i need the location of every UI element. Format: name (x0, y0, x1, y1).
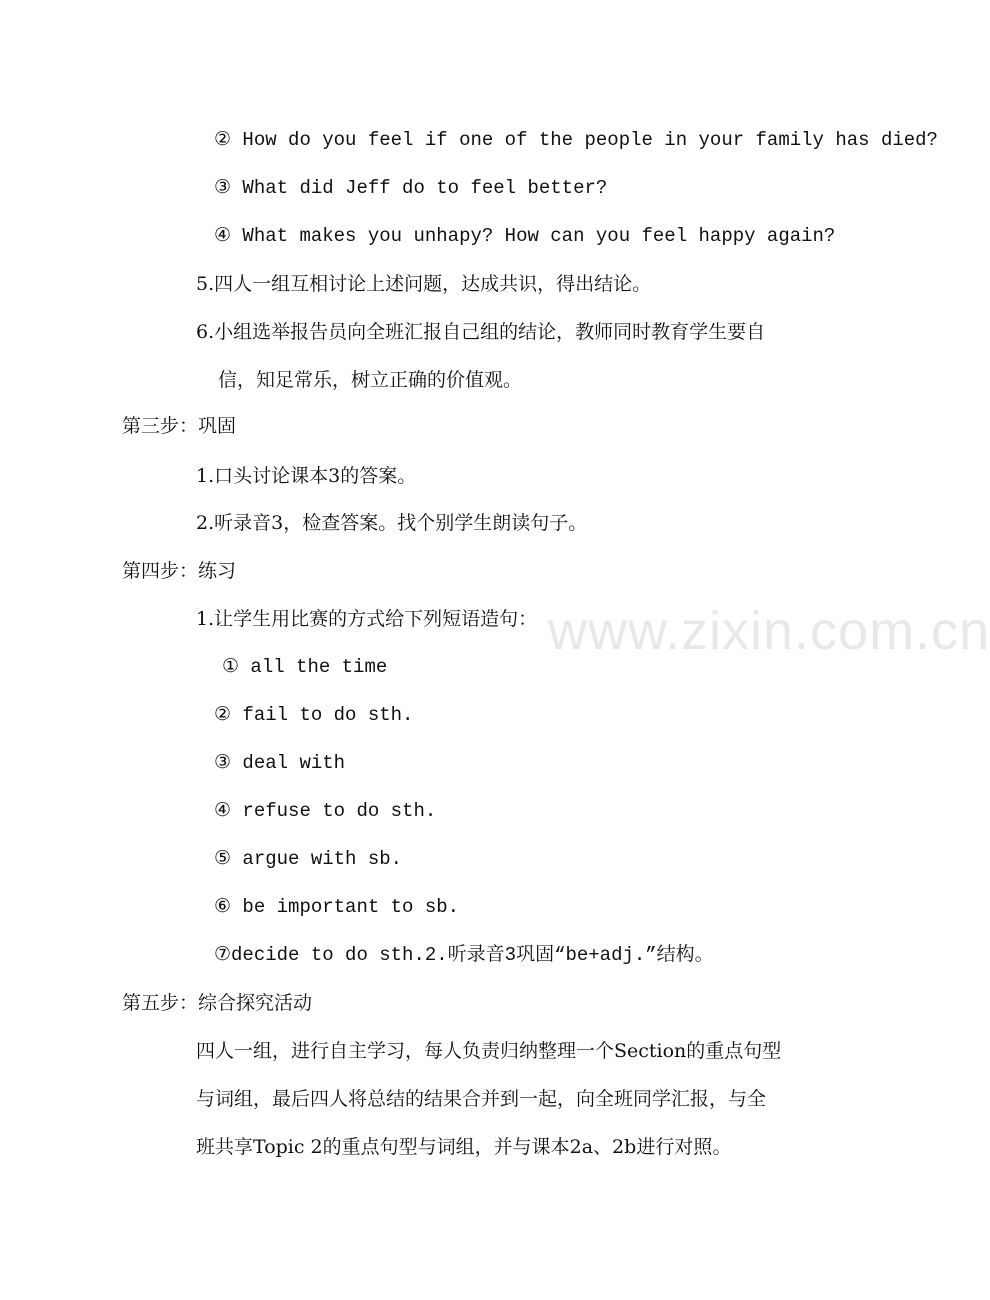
section-heading-step3: 第三步：巩固 (122, 415, 237, 437)
section-heading-step5: 第五步：综合探究活动 (122, 992, 313, 1014)
step3-item-1: 1.口头讨论课本3的答案。 (196, 465, 417, 487)
watermark: www.zixin.com.cn (548, 601, 990, 661)
step5-paragraph-line-3: 班共享Topic 2的重点句型与词组，并与课本2a、2b进行对照。 (196, 1136, 732, 1158)
step5-paragraph-line-2: 与词组，最后四人将总结的结果合并到一起，向全班同学汇报，与全 (196, 1088, 767, 1110)
section-heading-step4: 第四步：练习 (122, 560, 237, 582)
step-item-6-line-1: 6.小组选举报告员向全班汇报自己组的结论，教师同时教育学生要自 (196, 321, 766, 343)
step-item-6-line-2: 信，知足常乐，树立正确的价值观。 (218, 369, 523, 391)
step3-item-2: 2.听录音3，检查答案。找个别学生朗读句子。 (196, 512, 588, 534)
phrase-item: ③ deal with (214, 752, 346, 774)
phrase-item: ⑦decide to do sth.2.听录音3巩固“be+adj.”结构。 (214, 944, 714, 966)
question-3: ③ What did Jeff do to feel better? (214, 177, 608, 199)
step4-item-1: 1.让学生用比赛的方式给下列短语造句： (196, 608, 538, 630)
phrase-item: ① all the time (222, 656, 388, 678)
question-4: ④ What makes you unhapy? How can you feel happy again? (214, 225, 836, 247)
phrase-item: ④ refuse to do sth. (214, 800, 437, 822)
phrase-item: ② fail to do sth. (214, 704, 414, 726)
phrase-item: ⑤ argue with sb. (214, 848, 403, 870)
phrase-item: ⑥ be important to sb. (214, 896, 460, 918)
question-2: ② How do you feel if one of the people in your family has died? (214, 129, 938, 151)
step5-paragraph-line-1: 四人一组，进行自主学习，每人负责归纳整理一个Section的重点句型 (196, 1040, 782, 1062)
step-item-5: 5.四人一组互相讨论上述问题，达成共识，得出结论。 (196, 273, 652, 295)
